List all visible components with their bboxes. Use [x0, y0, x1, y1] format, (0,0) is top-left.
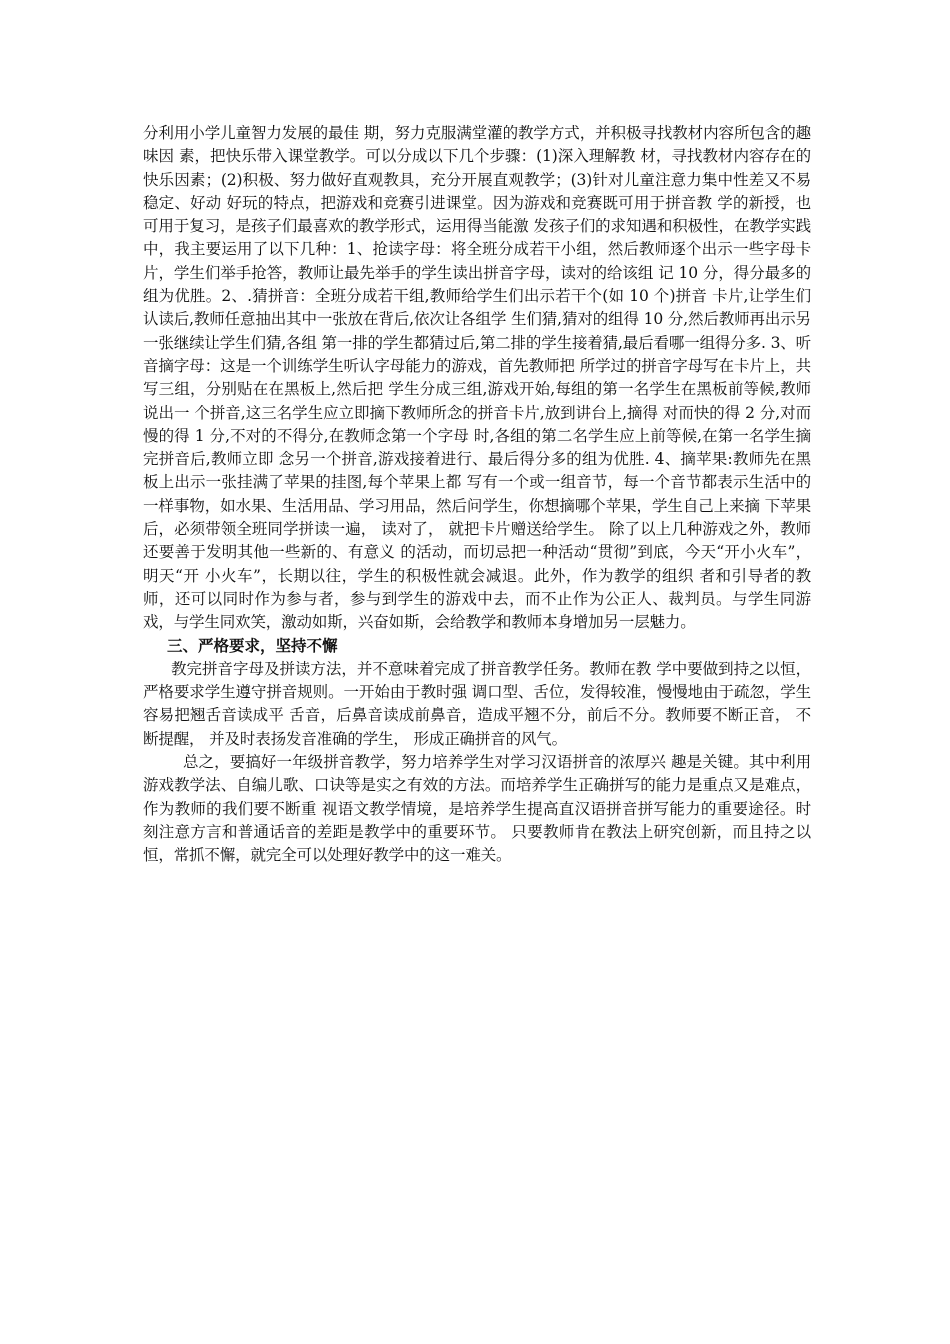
body-paragraph-summary: 总之，要搞好一年级拼音教学，努力培养学生对学习汉语拼音的浓厚兴 趣是关键。其中利用游戏教学法、自编儿歌、口诀等是实之有效的方法。而培养学生正确拼写的能力是重点又是难点， 作为教师的我们要不断重 视语文教学情境，是培养学生提高直汉语拼音拼写能力的重要途径。时 刻注意方言和普通话音的差距是教学中的重要环节。 只要教师肯在教法上研究创新，而且持之以恒，常抓不懈，就完全可以处理好教学中的这一难关。 [143, 753, 811, 865]
section-heading-strict-requirements: 三、严格要求，坚持不懈 [167, 636, 338, 655]
body-paragraph-strict: 教完拼音字母及拼读方法，并不意味着完成了拼音教学任务。教师在教 学中要做到持之以恒，严格要求学生遵守拼音规则。一开始由于教时强 调口型、舌位，发得较准，慢慢地由于疏忽，学生容易把翘舌音读成平 舌音，后鼻音读成前鼻音，造成平翘不分，前后不分。教师要不断正音， 不断提醒， 并及时表扬发音准确的学生， 形成正确拼音的风气。 [143, 659, 811, 748]
document-page [143, 122, 811, 868]
body-paragraph-games: 分利用小学儿童智力发展的最佳 期，努力克服满堂灌的教学方式，并积极寻找教材内容所包含的趣味因 素，把快乐带入课堂教学。可以分成以下几个步骤：(1)深入理解教 材，寻找教材内容存在的快乐因素；(2)积极、努力做好直观教具，充分开展直观教学；(3)针对儿童注意力集中性差又不易稳定、好动 好玩的特点，把游戏和竞赛引进课堂。因为游戏和竞赛既可用于拼音教 学的新授，也可用于复习，是孩子们最喜欢的教学形式，运用得当能激 发孩子们的求知遇和积极性，在教学实践中，我主要运用了以下几种：1、抢读字母：将全班分成若干小组，然后教师逐个出示一些字母卡片，学生们举手抢答，教师让最先举手的学生读出拼音字母，读对的给该组 记 10 分，得分最多的组为优胜。2、.猜拼音：全班分成若干组,教师给学生们出示若干个(如 10 个)拼音 卡片,让学生们认读后,教师任意抽出其中一张放在背后,依次让各组学 生们猜,猜对的组得 10 分,然后教师再出示另一张继续让学生们猜,各组 第一排的学生都猜过后,第二排的学生接着猜,最后看哪一组得分多. 3、听音摘字母：这是一个训练学生听认字母能力的游戏，首先教师把 所学过的拼音字母写在卡片上，共写三组，分别贴在在黑板上,然后把 学生分成三组,游戏开始,每组的第一名学生在黑板前等候,教师说出一 个拼音,这三名学生应立即摘下教师所念的拼音卡片,放到讲台上,摘得 对而快的得 2 分,对而慢的得 1 分,不对的不得分,在教师念第一个字母 时,各组的第二名学生应上前等候,在第一名学生摘完拼音后,教师立即 念另一个拼音,游戏接着进行、最后得分多的组为优胜. 4、摘苹果:教师先在黑板上出示一张挂满了苹果的挂图,每个苹果上都 写有一个或一组音节，每一个音节都表示生活中的一样事物，如水果、生活用品、学习用品，然后问学生，你想摘哪个苹果，学生自己上来摘 下苹果后，必须带领全班同学拼读一遍， 读对了， 就把卡片赠送给学生。 除了以上几种游戏之外，教师还要善于发明其他一些新的、有意义 的活动，而切忌把一种活动“贯彻”到底，今天“开小火车”， 明天“开 小火车”，长期以往，学生的积极性就会减退。此外，作为教学的组织 者和引导者的教师，还可以同时作为参与者，参与到学生的游戏中去，而不止作为公正人、裁判员。与学生同游戏，与学生同欢笑，激动如斯，兴奋如斯，会给教学和教师本身增加另一层魅力。 [143, 124, 811, 632]
